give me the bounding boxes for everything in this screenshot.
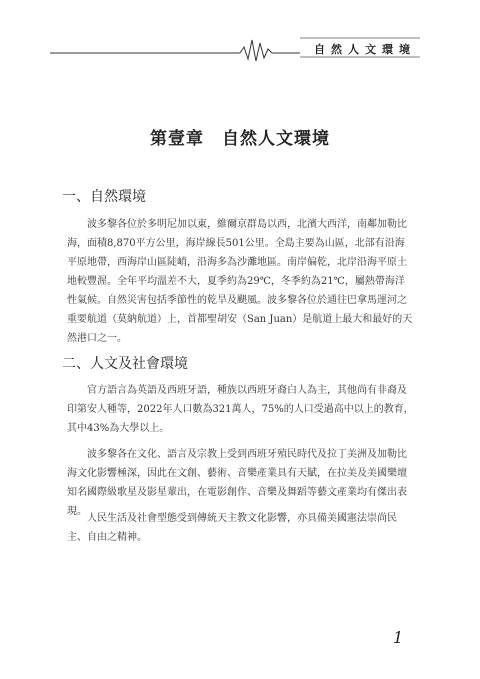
section-heading-society: 二、人文及社會環境 <box>62 356 188 372</box>
paragraph: 官方語言為英語及西班牙語，種族以西班牙裔白人為主，其他尚有非裔及印第安人種等，2022年人口數為321萬人，75%的人口受過高中以上的教育，其中43%為大學以上。 <box>67 385 414 434</box>
header-title: 自然人文環境 <box>314 43 416 56</box>
paragraph: 人民生活及社會型態受到傳統天主教文化影響，亦具備美國憲法崇尚民主、自由之精神。 <box>67 513 397 543</box>
page-number: 1 <box>393 628 404 647</box>
chapter-title: 第壹章 自然人文環境 <box>150 129 330 149</box>
paragraph: 波多黎各位於多明尼加以東，維爾京群島以西，北濱大西洋，南鄰加勒比海，面積8,870平方公里，海岸線長501公里。全島主要為山區，北部有沿海平原地帶，西海岸山區陡峭，沿海多為沙灘地區。南岸偏乾，北岸沿海平原土地較豐渥。全年平均溫差不大，夏季約為29℃，冬季約為21℃，屬熱帶海洋性氣候。自然災害包括季節性的乾旱及颶風。波多黎各位於通往巴拿馬運河之重要航道（莫納航道）上，首都聖胡安（San Juan）是航道上最大和最好的天然港口之一。 <box>67 219 413 344</box>
section-heading-natural: 一、自然環境 <box>62 189 146 205</box>
running-header <box>50 34 420 62</box>
paragraph: 波多黎各在文化、語言及宗教上受到西班牙殖民時代及拉丁美洲及加勒比海文化影響極深，因此在文創、藝術、音樂產業具有天賦，在拉美及美國樂壇知名國際級歌星及影星輩出，在電影創作、音樂及舞蹈等藝文產業均有傑出表現。 <box>67 449 407 517</box>
